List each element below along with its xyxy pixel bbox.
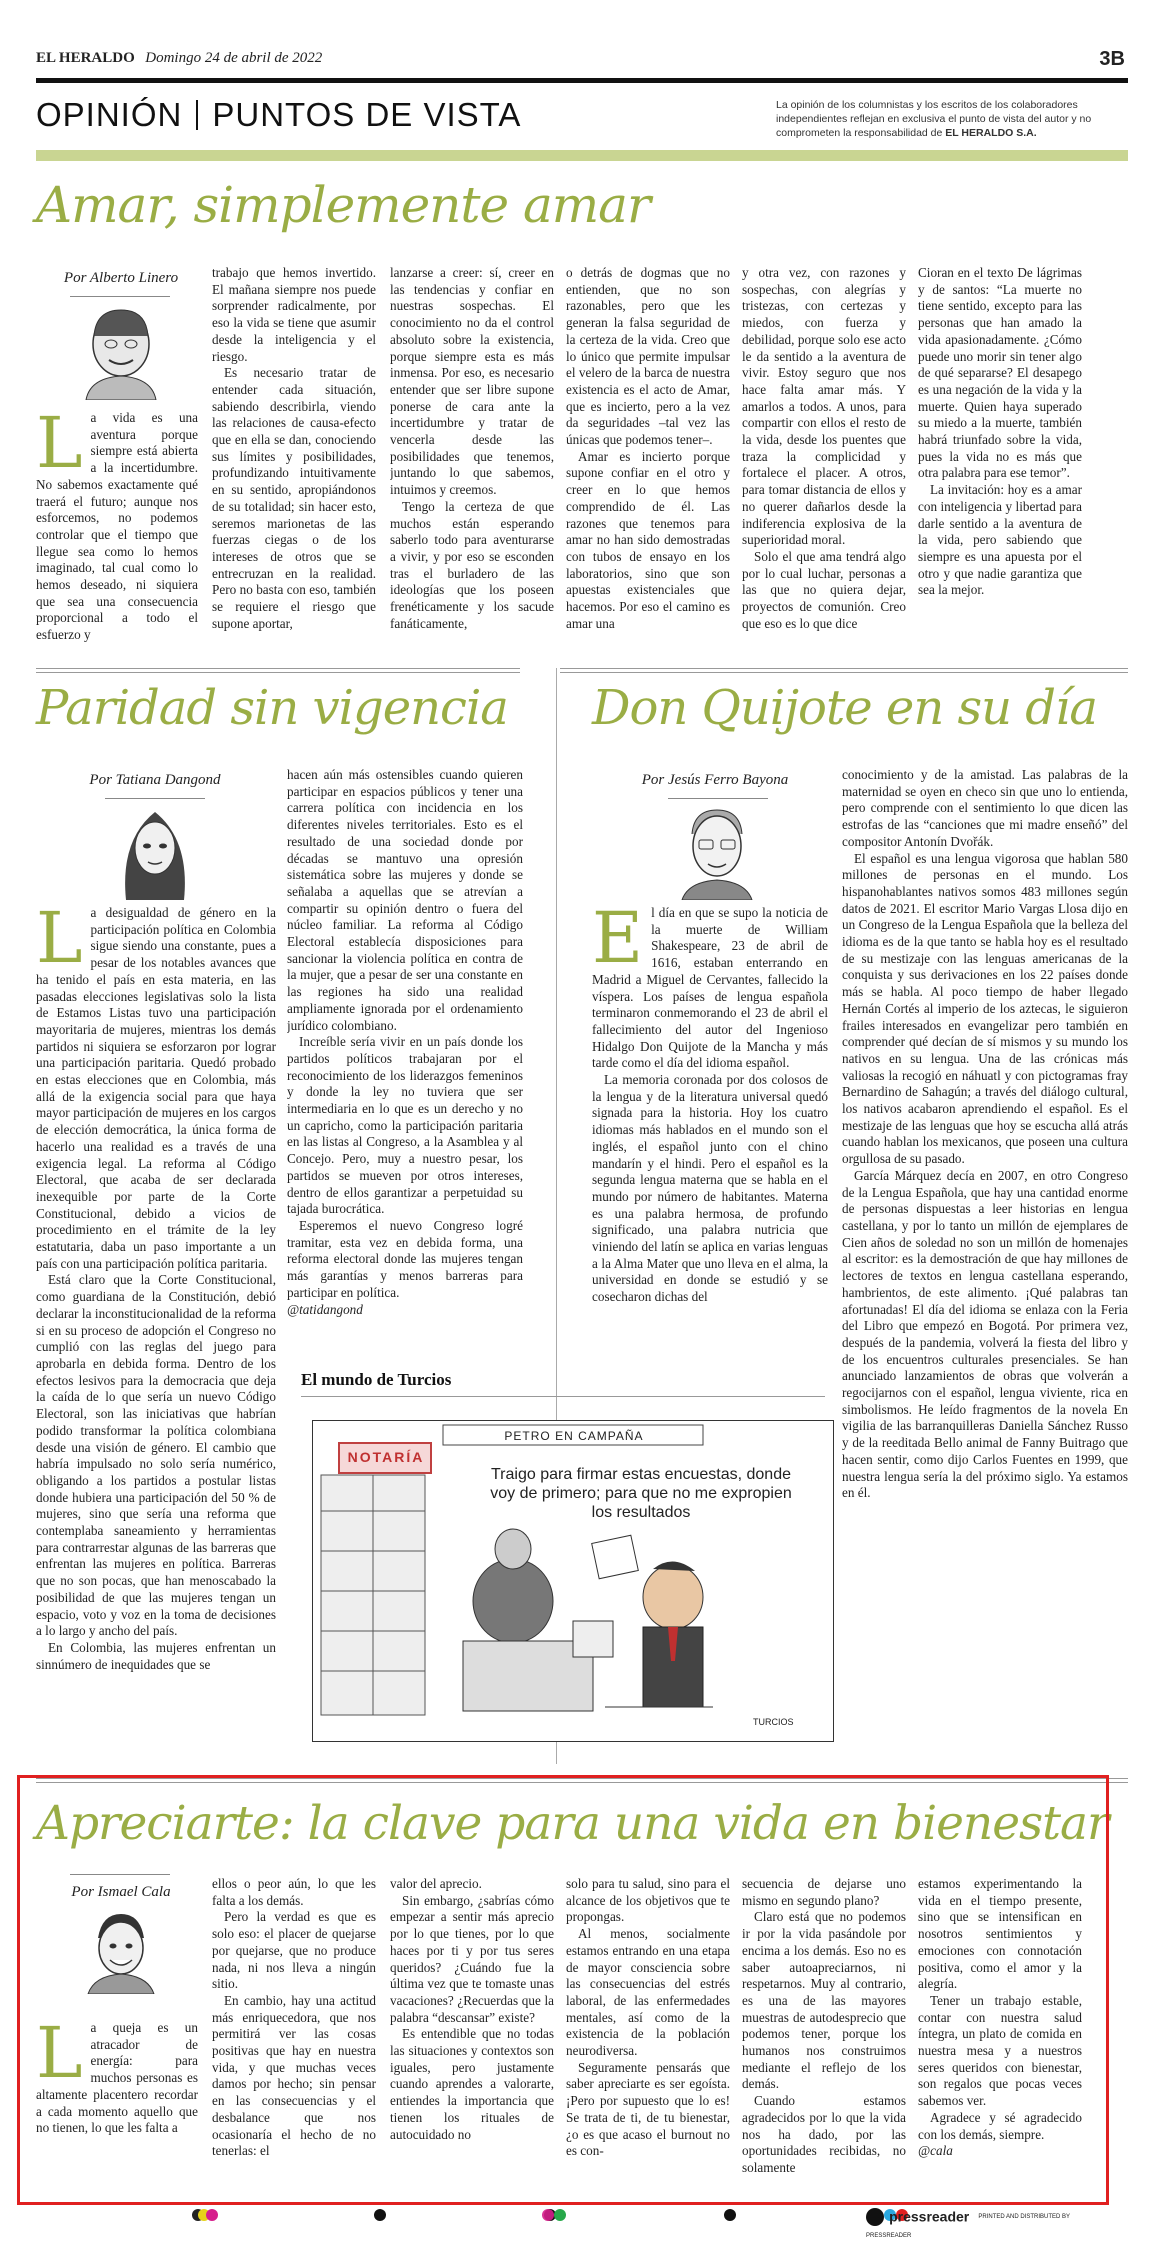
cartoon-section-title: El mundo de Turcios: [301, 1370, 452, 1389]
selection-highlight-box: [17, 1775, 1109, 2205]
dropcap: L: [36, 905, 83, 979]
byline-rule: [70, 296, 170, 297]
article2-byline: Por Tatiana Dangond: [89, 772, 221, 788]
article2-column-1: [36, 905, 276, 1763]
byline-rule: [668, 798, 768, 799]
disclaimer-brand: EL HERALDO S.A.: [945, 127, 1037, 139]
section-puntos: PUNTOS DE VISTA: [212, 96, 522, 133]
paragraph: estamos experimentando la vida en el tiempo presente, sino que se intensifican en nosotros sentimientos y emociones con connotación positiva, como el amor y la alegría.: [918, 1876, 1082, 1992]
dropcap: L: [36, 410, 83, 484]
cartoon-frame: [312, 1420, 834, 1742]
paragraph: l día en que se supo la noticia de la muerte de William Shakespeare, 23 de abril de 1616, estaban enterrando en Madrid a Miguel de Cervantes, fallecido la víspera. Los países de lengua española terminaron conmemorando el 23 de abril el fallecimiento del autor del Ingenioso Hidalgo Don Quijote de la Mancha y más tarde como el día del idioma español.: [592, 905, 828, 1071]
paragraph: trabajo que hemos invertido. El mañana siempre nos puede sorprender radicalmente, por eso la vida se tiene que asumir desde la inteligencia y el riesgo.: [212, 265, 376, 364]
article1-column-3: [390, 265, 554, 683]
section-opinion: OPINIÓN: [36, 96, 183, 133]
cartoon-sign: NOTARÍA: [347, 1449, 425, 1465]
paragraph: hacen aún más ostensibles cuando quieren participar en espacios públicos y tener una carrera política con incidencia en los diferentes niveles territoriales. Esto es el resultado de una sociedad donde por décadas se mantuvo una opresión sistemática sobre las mujeres y donde se señalaba a aquellas que se atrevían a compartir su opinión dentro o fuera del núcleo familiar. La reforma al Código Electoral establecía disposiciones para sancionar la violencia política en contra de la mujer, que a pesar de ser una constante en las regiones ha sido una realidad ampliamente ignorada por el ordenamiento jurídico colombiano.: [287, 767, 523, 1033]
paragraph: a vida es una aventura porque siempre está abierta a la incertidumbre. No sabemos exactamente qué traerá el futuro; aunque nos esforcemos, no podemos controlar que el tiempo que llegue sea como lo hemos imaginado, tal cual como lo hemos deseado, ni siquiera que sea una consecuencia proporcional a todo el esfuerzo y: [36, 410, 198, 643]
pressreader-logo: pressreader: [889, 2208, 970, 2225]
newspaper-name: EL HERALDO: [36, 50, 135, 66]
paragraph: a queja es un atracador de energía: para muchos personas es altamente placentero recordar a cada momento aquello que no tienen, lo que les falta a: [36, 2020, 198, 2136]
article2-column-2: [287, 767, 523, 1343]
registration-marks: [190, 2208, 970, 2222]
paragraph: En Colombia, las mujeres enfrentan un sinnúmero de inequidades que se: [36, 1639, 276, 1672]
disclaimer: [776, 98, 1128, 140]
dropcap: L: [36, 2020, 83, 2094]
paragraph: ellos o peor aún, lo que les falta a los demás.: [212, 1876, 376, 1908]
separator-rule: [36, 668, 520, 673]
byline-rule: [105, 798, 205, 799]
paragraph: Sin embargo, ¿sabrías cómo empezar a sentir más aprecio por lo que tienes, por lo que haces por ti y por tus seres queridos? ¿Cuándo fue la última vez que te tomaste unas vacaciones? ¿Recuerdas que la palabra “descansar” existe?: [390, 1892, 554, 2025]
article1-column-1: [36, 410, 198, 680]
paragraph: o detrás de dogmas que no entienden, que no son razonables, pero que les generan la falsa seguridad de la certeza de la vida. Creo que lo único que permite impulsar el velero de la barca de nuestra existencia es el acto de Amar, que es incierto, pero a la vez da seguridades –tal vez las únicas que podemos tener–.: [566, 265, 730, 448]
cartoon-speech: Traigo para firmar estas encuestas, donde voy de primero; para que no me expropien los resultados: [490, 1466, 792, 1521]
paragraph: La memoria coronada por dos colosos de la lengua y de la literatura universal quedó signada para la historia. Hoy los cuatro idiomas más hablados en el mundo son el inglés, el español junto con el chino mandarín y el hindi. Pero el español es la segunda lengua materna que se habla en el mundo por número de habitantes. Materna es una palabra hermosa, de profundo significado, una palabra nutricia que viniendo del latín se aplica en varias lenguas a la Alma Mater que uno lleva en el alma, la universidad en donde se estudió y se cosecharon dichas del: [592, 1072, 828, 1305]
paragraph: a desigualdad de género en la participación política en Colombia sigue siendo una constante, pues a pesar de los notables avances que ha tenido el país en esta materia, en las pasadas elecciones legislativas solo la lista de Estamos Listas tuvo una participación mayoritaria de mujeres, mientras los demás partidos ni siquiera se esforzaron por lograr una participación paritaria. Quedó probado en estas elecciones que en Colombia, más allá de la exigencia social para que haya mayor participación de mujeres en los cargos de elección democrática, la única forma de hacerlo una realidad es a través de una exigencia legal. La reforma al Código Electoral, que acaba de ser declarada inexequible por parte de la Corte Constitucional, debido a vicios de procedimiento en el trámite de la ley estatutaria, daba un paso importante a un país con una participación política paritaria.: [36, 905, 276, 1271]
article1-column-5: [742, 265, 906, 683]
paragraph: Solo el que ama tendrá algo por lo cual luchar, personas a las que no quiera dejar, proyectos de comunión. Creo que eso es lo que dice: [742, 548, 906, 631]
paragraph: Es necesario tratar de entender cada situación, sabiendo describirla, viendo las relaciones de causa-efecto que en ella se dan, conociendo sus límites y posibilidades, profundizando intuitivamente en su sentido, apropiándonos de su totalidad; sin hacer esto, seremos marionetas de las fuerzas ciegas o de los intereses de otros que se entrecruzan en la realidad. Pero no basta con eso, también se requiere el riesgo que supone aportar,: [212, 365, 376, 631]
article1-column-4: [566, 265, 730, 683]
paragraph: lanzarse a creer: sí, creer en las tendencias y confiar en nuestras sospechas. El conocimiento no da el control absoluto sobre la existencia, porque siempre esta es más inmensa. Por eso, es necesario entender que ser libre supone ponerse de cara ante la incertidumbre y tratar de vencerla desde las posibilidades que tenemos, juntando lo que sabemos, intuimos y creemos.: [390, 265, 554, 498]
paragraph: Esperemos el nuevo Congreso logré tramitar, esta vez en debida forma, una reforma electoral donde las mujeres tengan más garantías y menos barreras para participar en política.: [287, 1217, 523, 1300]
author-handle: @tatidangond: [287, 1301, 363, 1317]
pressreader-footer: [866, 2206, 1116, 2239]
paragraph: Cuando estamos agradecidos por lo que la vida nos ha dado, por las oportunidades recibidas, no solamente: [742, 2093, 906, 2175]
article1-byline: Por Alberto Linero: [63, 270, 179, 286]
article4-byline: Por Ismael Cala: [71, 1884, 171, 1900]
section-divider: [196, 100, 198, 130]
author-portrait-dangond: [112, 800, 198, 900]
article3-column-2: [842, 767, 1128, 1763]
paragraph: Pero la verdad es que es solo eso: el placer de quejarse por quejarse, que no produce nada, ni nos lleva a ningún sitio.: [212, 1909, 376, 1992]
author-portrait-linero: [76, 300, 166, 400]
paragraph: En cambio, hay una actitud más enriquecedora, que nos permitirá ver las cosas positivas que hay en nuestra vida, y que muchas veces damos por hecho; sin pensar en las consecuencias y el desbalance que nos ocasionaría el hecho de no tenerlas: el: [212, 1992, 376, 2159]
article1-column-6: [918, 265, 1082, 683]
issue-date: Domingo 24 de abril de 2022: [145, 50, 323, 66]
cartoon-header: PETRO EN CAMPAÑA: [504, 1429, 644, 1443]
paragraph: Tener un trabajo estable, contar con nuestra salud íntegra, un plato de comida en nuestra mesa y a nuestros seres queridos con bienestar, son regalos que pocas veces sabemos ver.: [918, 1992, 1082, 2109]
paragraph: Amar es incierto porque supone confiar en el otro y creer en lo que hemos comprendido de él. Las razones que tenemos para amar no han sido demostradas con tubos de ensayo en los laboratorios, sino que son apuestas existenciales que hacemos. Por eso el camino es amar una: [566, 448, 730, 631]
section-green-bar: [36, 150, 1128, 161]
dropcap: E: [592, 905, 644, 979]
paragraph: Seguramente pensarás que saber apreciarte es ser egoísta. ¡Pero por supuesto que lo es! Se trata de ti, de tu bienestar, ¿o es que acaso el burnout no es con-: [566, 2059, 730, 2159]
paragraph: La invitación: hoy es a amar con inteligencia y libertad para darle sentido a la aventura de la vida, pero sabiendo que siempre es una apuesta por el otro y que nadie garantiza que sea la mejor.: [918, 482, 1082, 598]
paragraph: Está claro que la Corte Constitucional, como guardiana de la Constitución, debió declarar la inconstitucionalidad de la reforma si en su proceso de adopción el Congreso no cumplió con las reglas del juego para aprobarla en debida forma. Dentro de los efectos lesivos para la democracia que deja la caída de lo que sería un nuevo Código Electoral, son las iniciativas que habrían podido transformar la política colombiana desde una visión de género. El cambio que habría impulsado no solo sería numérico, obligando a los partidos a postular listas donde hubiera una participación del 50 % de mujeres, sino que sería una reforma que contemplaba saneamiento y herramientas para contrarrestar algunas de las barreras que enfrentan las mujeres en política. Barreras que no son pocas, que han menoscabado la posibilidad de que las mujeres tengan un espacio, voto y voz en la toma de decisiones a lo largo y ancho del país.: [36, 1272, 276, 1639]
paragraph: García Márquez decía en 2007, en otro Congreso de la Lengua Española, que hay una cantidad enorme de personas dispuestas a leer historias en lengua castellana, y por lo tanto un millón de ejemplares de Cien años de soledad no son un millón de homenajes al escritor: es la demostración de que hay millones de lectores de textos en lengua castellana esperando, hambrientos, de este alimento. ¡Qué palabras tan afortunadas! El día del idioma se enlaza con la Feria del Libro que empezó en Bogotá. Por primera vez, después de la pandemia, volverá la fiesta del libro y de los encuentros culturales presenciales. Se han anunciado lanzamientos de obras que volverán a regocijarnos con el español, lengua viviente, rica en simbolismos. He leído fragmentos de la novela En vigilia de las barranquilleras Daniella Sánchez Russo y de la reeditada Bello animal de Fanny Buitrago que hacen sentir, como dijo Carlos Fuentes en 1999, que nuestra lengua sería la del próximo siglo. Ya estamos en él.: [842, 1167, 1128, 1501]
paragraph: Tengo la certeza de que muchos están esperando saberlo todo para aventurarse a vivir, y por eso se esconden tras el burladero de las ideologías que los poseen frenéticamente y los sacude fanáticamente,: [390, 498, 554, 631]
paragraph: solo para tu salud, sino para el alcance de los objetivos que te propongas.: [566, 1876, 730, 1925]
paragraph: Cioran en el texto De lágrimas y de santos: “La muerte no tiene sentido, excepto para las personas que han amado la vida apasionadamente. ¿Cómo puede uno morir sin tener algo de qué separarse? El desapego es una negación de la vida y la muerte. Quien haya superado su miedo a la muerte, también habrá triunfado sobre la vida, pues la vida no es más que otra palabra para ese temor”.: [918, 265, 1082, 481]
paragraph: Agradece y sé agradecido con los demás, siempre.: [918, 2109, 1082, 2142]
cartoon-signature: TURCIOS: [753, 1717, 794, 1727]
paragraph: Es entendible que no todas las situaciones y contextos son iguales, pero justamente cuando aprendes a valorarte, entiendes la importancia que tienen los rituales de autocuidado no: [390, 2026, 554, 2142]
paragraph: El español es una lengua vigorosa que hablan 580 millones de personas en el mundo. Los hispanohablantes nativos somos 483 millones según datos de 2021. El escritor Mario Vargas Llosa dijo en un Congreso de la Lengua Española que la belleza del idioma es de la que tanto se habla hoy es el resultado de su mestizaje con las lenguas americanas de la conquista y sus derivaciones en los 22 países donde más se habla. Al poco tiempo de haber llegado Hernán Cortés al imperio de los aztecas, le siguieron frailes interesados en evangelizar pero también en comprender qué decían de sí mismos y su mundo los nativos en su lengua. Una de las crónicas más valiosas la recogió en náhuatl y con pictogramas fray Bernardino de Sahagún; a través del diálogo cultural, los nativos acabaron aprendiendo el español. Es el mestizaje de las lenguas que hoy se escucha allá atrás cuando hablan los mexicanos, que poseen una cultura orgullosa de su pasado.: [842, 850, 1128, 1167]
author-handle: @cala: [918, 2143, 953, 2159]
author-portrait-ferro: [672, 800, 762, 900]
article2-headline: Paridad sin vigencia: [36, 680, 508, 736]
paragraph: y otra vez, con razones y sospechas, con alegrías y tristezas, con certezas y miedos, con fuerza y debilidad, porque solo ese acto le da sentido a la aventura de vivir. Estoy seguro que nos hace falta amar más. Y amarlos a todos. A unos, para compartir con ellos el resto de la vida, desde los puentes que traza la complicidad y fortalece el placer. A otros, para tomar distancia de ellos y no querer dañarlos desde la indiferencia explosiva de la superioridad moral.: [742, 265, 906, 548]
article1-headline: Amar, simplemente amar: [36, 176, 650, 234]
disclaimer-text: La opinión de los columnistas y los escritos de los colaboradores independientes reflejan en exclusiva el punto de vista del autor y no comprometen la responsabilidad de: [776, 99, 1092, 139]
paragraph: Claro está que no podemos ir por la vida pasándole por encima a los demás. Eso no es saber autoapreciarnos, ni respetarnos. Muy al contrario, es una de las mayores muestras de autodesprecio que podemos tener, porque los humanos nos construimos mediante el reflejo de los demás.: [742, 1909, 906, 2092]
paragraph: Al menos, socialmente estamos entrando en una etapa de mayor consciencia sobre las consecuencias del estrés laboral, de las enfermedades mentales, así como de la existencia de la población neurodiversa.: [566, 1926, 730, 2059]
pressreader-icon: [866, 2208, 884, 2226]
article3-headline: Don Quijote en su día: [592, 680, 1097, 736]
masthead-rule: [36, 78, 1128, 83]
masthead: [36, 50, 1126, 72]
separator-rule: [560, 668, 1128, 673]
article4-headline: Apreciarte: la clave para una vida en bienestar: [36, 1796, 1109, 1851]
article3-byline: Por Jesús Ferro Bayona: [641, 772, 789, 788]
paragraph: conocimiento y de la amistad. Las palabras de la maternidad se oyen en checo sin que uno lo entienda, pero comprende con el sentimiento lo que dicen las estrofas de las “canciones que mi madre enseñó” del compositor Antonín Dvořák.: [842, 767, 1128, 849]
section-title: [36, 96, 521, 134]
pressreader-small-print: PRINTED AND DISTRIBUTED BY PRESSREADER: [866, 2213, 1070, 2239]
page-number: 3B: [1099, 48, 1125, 70]
paragraph: secuencia de dejarse uno mismo en segundo plano?: [742, 1876, 906, 1908]
paragraph: Increíble sería vivir en un país donde los partidos políticos trabajaran por el reconocimiento de los liderazgos femeninos y donde la ley no tuviera que ser intermediaria en lo que es un derecho y no un capricho, como la participación paritaria en las listas al Congreso, a la Asamblea y al Concejo. Pero, muy a nuestro pesar, los partidos se mueven por otros intereses, dentro de ellos garantizar a perpetuidad su tajada burocrática.: [287, 1034, 523, 1217]
paragraph: valor del aprecio.: [390, 1876, 482, 1891]
article1-column-2: [212, 265, 376, 683]
cartoon-rule: [301, 1396, 825, 1397]
